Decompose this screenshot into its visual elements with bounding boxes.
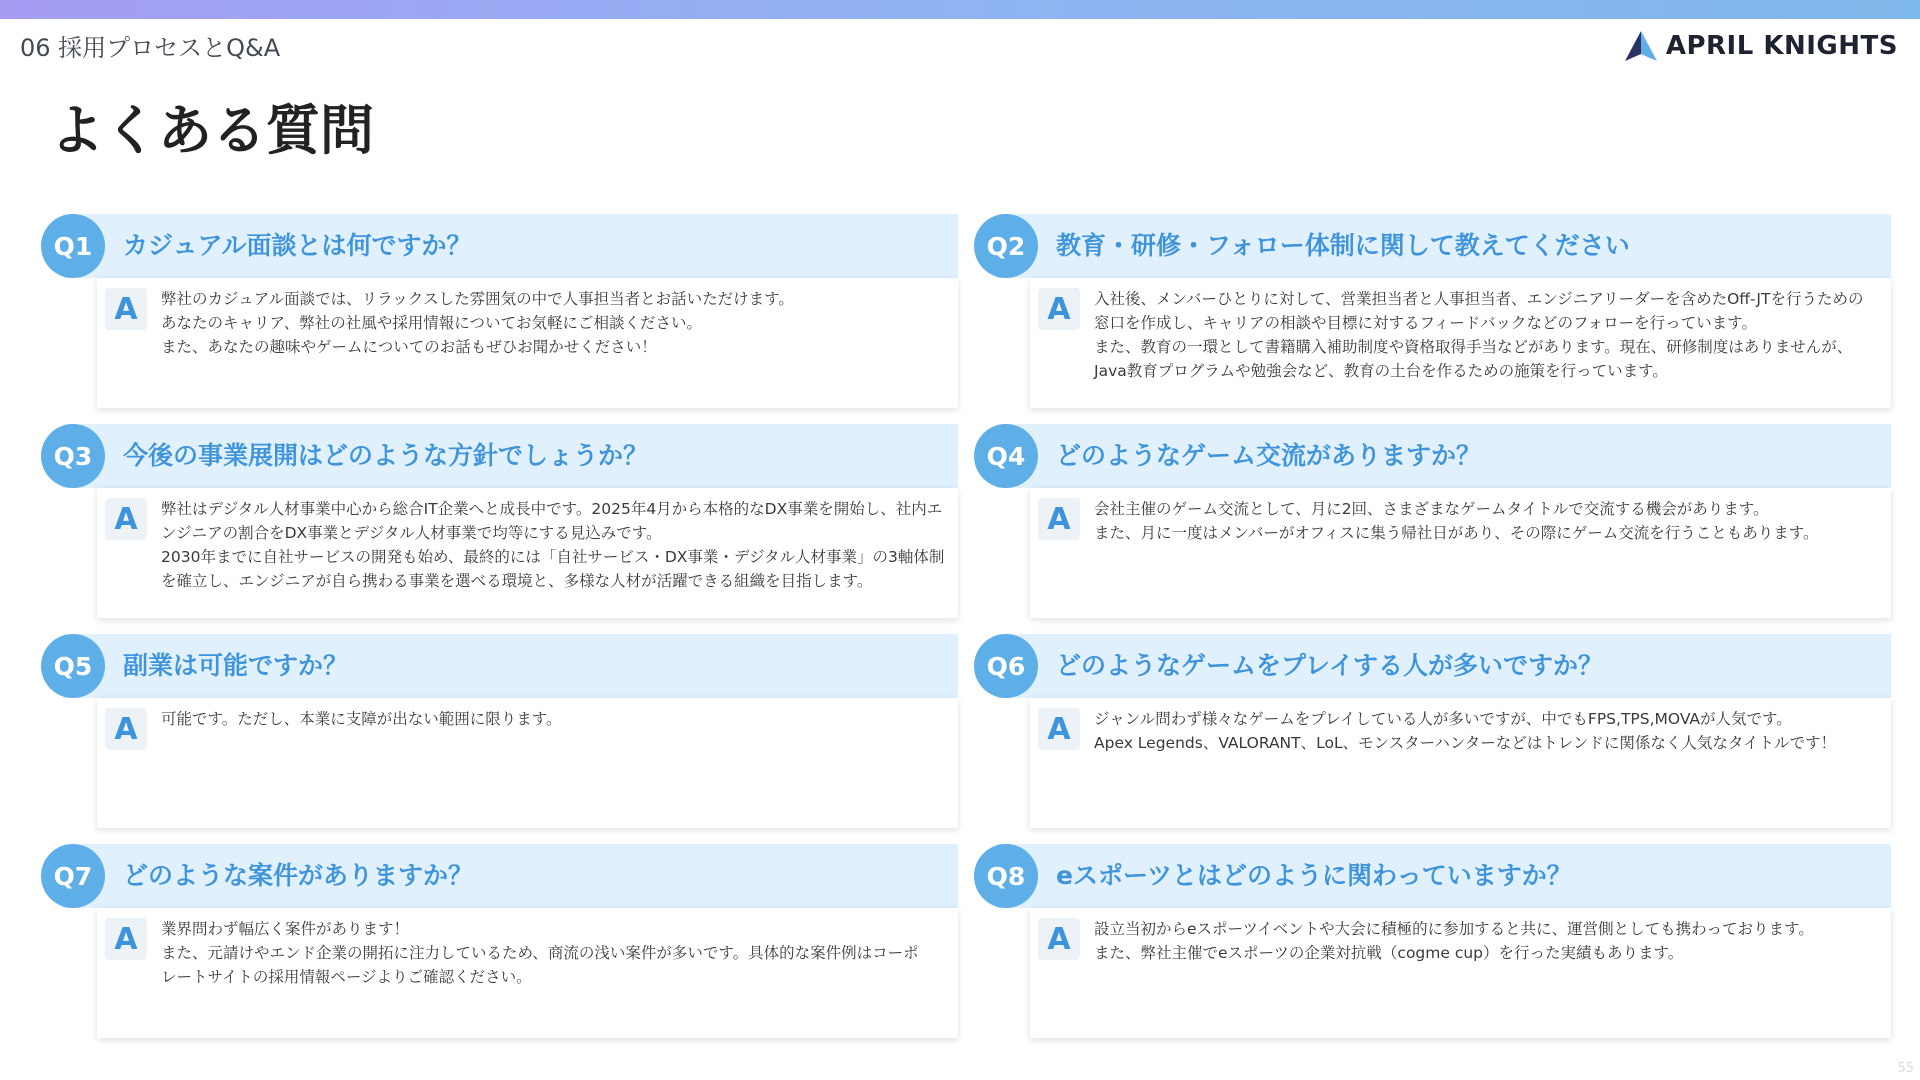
answer-box	[97, 488, 958, 618]
answer-line: また、月に一度はメンバーがオフィスに集う帰社日があり、その際にゲーム交流を行うこともあります。	[1094, 524, 1819, 542]
answer-line: Apex Legends、VALORANT、LoL、モンスターハンターなどはトレンドに関係なく人気なタイトルです！	[1094, 734, 1837, 752]
question-text: どのようなゲーム交流がありますか？	[1056, 441, 1482, 470]
question-band	[53, 214, 958, 278]
answer-line: 弊社はデジタル人材事業中心から総合IT企業へと成長中です。2025年4月から本格的なDX事業を開始し、社内エ	[161, 500, 943, 518]
question-band	[986, 214, 1891, 278]
question-text: 教育・研修・フォロー体制に関して教えてください	[1056, 231, 1630, 260]
answer-line: 設立当初からeスポーツイベントや大会に積極的に参加すると共に、運営側としても携わっております。	[1094, 920, 1814, 938]
answer-line: レートサイトの採用情報ページよりご確認ください。	[161, 968, 532, 986]
answer-line: 業界問わず幅広く案件があります！	[161, 920, 410, 938]
faq-item	[53, 844, 958, 1054]
answer-box	[1030, 908, 1891, 1038]
answer-line: ンジニアの割合をDX事業とデジタル人材事業で均等にする見込みです。	[161, 524, 662, 542]
question-text: どのような案件がありますか？	[123, 861, 474, 890]
answer-line: を確立し、エンジニアが自ら携わる事業を選べる環境と、多様な人材が活躍できる組織を目指します。	[161, 572, 873, 590]
answer-box	[97, 278, 958, 408]
answer-box	[1030, 698, 1891, 828]
answer-line: あなたのキャリア、弊社の社風や採用情報についてお気軽にご相談ください。	[161, 314, 702, 332]
answer-badge: A	[1038, 288, 1080, 330]
section-label: 06 採用プロセスとQ&A	[20, 34, 281, 62]
question-number-badge: Q6	[974, 634, 1038, 698]
answer-badge: A	[105, 708, 147, 750]
answer-box	[97, 698, 958, 828]
knight-logo-icon	[1624, 30, 1658, 62]
question-text: 今後の事業展開はどのような方針でしょうか？	[123, 441, 649, 470]
answer-text	[1094, 707, 1887, 755]
question-number-badge: Q2	[974, 214, 1038, 278]
answer-text	[1094, 287, 1887, 383]
page-title: よくある質問	[50, 99, 374, 162]
question-text: カジュアル面談とは何ですか？	[123, 231, 472, 260]
answer-badge: A	[1038, 918, 1080, 960]
answer-line: 弊社のカジュアル面談では、リラックスした雰囲気の中で人事担当者とお話いただけます。	[161, 290, 794, 308]
answer-text	[161, 917, 954, 989]
question-band	[53, 424, 958, 488]
top-gradient-bar	[0, 0, 1920, 19]
question-text: eスポーツとはどのように関わっていますか？	[1056, 861, 1572, 890]
question-band	[53, 634, 958, 698]
question-band	[53, 844, 958, 908]
answer-line: また、あなたの趣味やゲームについてのお話もぜひお聞かせください！	[161, 338, 657, 356]
answer-badge: A	[105, 918, 147, 960]
answer-line: 窓口を作成し、キャリアの相談や目標に対するフィードバックなどのフォローを行っています。	[1094, 314, 1757, 332]
faq-item	[53, 424, 958, 634]
question-number-badge: Q5	[41, 634, 105, 698]
answer-text	[1094, 497, 1887, 545]
faq-item	[986, 424, 1891, 634]
faq-item	[986, 214, 1891, 424]
question-text: どのようなゲームをプレイする人が多いですか？	[1056, 651, 1604, 680]
answer-line: 会社主催のゲーム交流として、月に2回、さまざまなゲームタイトルで交流する機会があります。	[1094, 500, 1769, 518]
answer-text	[161, 287, 954, 359]
answer-box	[1030, 278, 1891, 408]
faq-item	[986, 844, 1891, 1054]
faq-item	[986, 634, 1891, 844]
answer-badge: A	[1038, 708, 1080, 750]
answer-line: また、弊社主催でeスポーツの企業対抗戦（cogme cup）を行った実績もあります。	[1094, 944, 1684, 962]
answer-text	[161, 707, 954, 731]
answer-box	[97, 908, 958, 1038]
answer-badge: A	[105, 288, 147, 330]
question-number-badge: Q4	[974, 424, 1038, 488]
answer-line: 2030年までに自社サービスの開発も始め、最終的には「自社サービス・DX事業・デジタル人材事業」の3軸体制	[161, 548, 945, 566]
question-band	[986, 424, 1891, 488]
answer-line: また、教育の一環として書籍購入補助制度や資格取得手当などがあります。現在、研修制度はありませんが、	[1094, 338, 1853, 356]
answer-line: Java教育プログラムや勉強会など、教育の土台を作るための施策を行っています。	[1094, 362, 1668, 380]
faq-item	[53, 214, 958, 424]
faq-item	[53, 634, 958, 844]
answer-badge: A	[105, 498, 147, 540]
question-band	[986, 844, 1891, 908]
question-band	[986, 634, 1891, 698]
answer-line: 可能です。ただし、本業に支障が出ない範囲に限ります。	[161, 710, 562, 728]
question-number-badge: Q8	[974, 844, 1038, 908]
question-number-badge: Q3	[41, 424, 105, 488]
answer-text	[161, 497, 954, 593]
answer-box	[1030, 488, 1891, 618]
answer-line: 入社後、メンバーひとりに対して、営業担当者と人事担当者、エンジニアリーダーを含めたOff-JTを行うための	[1094, 290, 1864, 308]
answer-line: また、元請けやエンド企業の開拓に注力しているため、商流の浅い案件が多いです。具体的な案件例はコーポ	[161, 944, 919, 962]
question-text: 副業は可能ですか？	[123, 651, 349, 680]
answer-line: ジャンル問わず様々なゲームをプレイしている人が多いですが、中でもFPS,TPS,MOVAが人気です。	[1094, 710, 1792, 728]
answer-text	[1094, 917, 1887, 965]
company-logo	[1624, 26, 1898, 66]
answer-badge: A	[1038, 498, 1080, 540]
question-number-badge: Q7	[41, 844, 105, 908]
question-number-badge: Q1	[41, 214, 105, 278]
logo-text: APRIL KNIGHTS	[1665, 31, 1898, 61]
page-number: 55	[1897, 1061, 1914, 1076]
